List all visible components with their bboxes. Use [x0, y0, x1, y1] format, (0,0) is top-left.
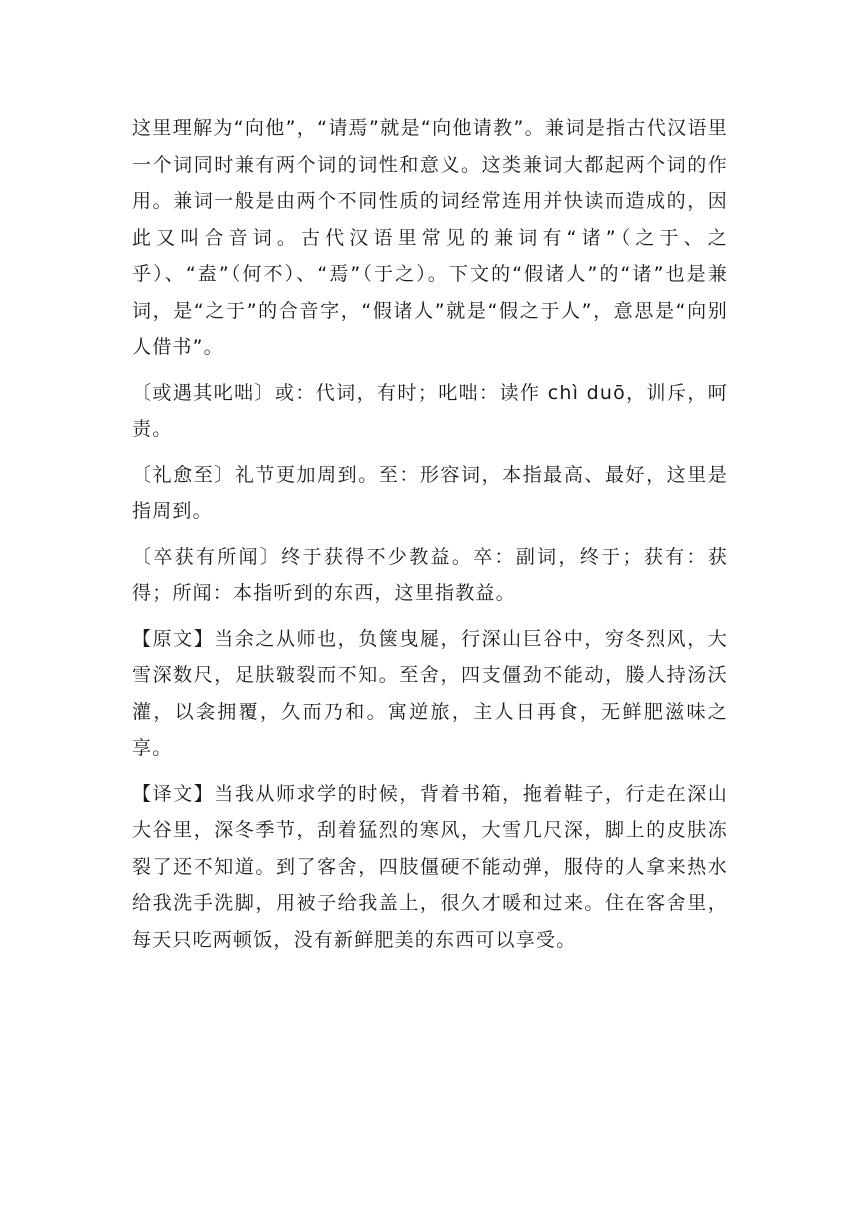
paragraph-note-liyuzhi: 〔礼愈至〕礼节更加周到。至：形容词，本指最高、最好，这里是指周到。 [132, 463, 728, 522]
paragraph-translation: 【译文】当我从师求学的时候，背着书箱，拖着鞋子，行走在深山大谷里，深冬季节，刮着猛烈的寒风，大雪几尺深，脚上的皮肤冻裂了还不知道。到了客舍，四肢僵硬不能动弹，服侍的人拿来热水给我洗手洗脚，用被子给我盖上，很久才暖和过来。住在客舍里，每天只吃两顿饭，没有新鲜肥美的东西可以享受。 [132, 782, 728, 951]
paragraph-note-chiduo: 〔或遇其叱咄〕或：代词，有时；叱咄：读作 chì duō，训斥，呵责。 [132, 381, 728, 440]
paragraph-original-text: 【原文】当余之从师也，负箧曳屣，行深山巨谷中，穷冬烈风，大雪深数尺，足肤皲裂而不知。至舍，四支僵劲不能动，媵人持汤沃灌，以衾拥覆，久而乃和。寓逆旅，主人日再食，无鲜肥滋味之享。 [132, 627, 728, 759]
paragraph-jianci-explanation: 这里理解为“向他”，“请焉”就是“向他请教”。兼词是指古代汉语里一个词同时兼有两个词的词性和意义。这类兼词大都起两个词的作用。兼词一般是由两个不同性质的词经常连用并快读而造成的，因此又叫合音词。古代汉语里常见的兼词有“诸”（之于、之乎）、“盍”（何不）、“焉”（于之）。下文的“假诸人”的“诸”也是兼词，是“之于”的合音字，“假诸人”就是“假之于人”，意思是“向别人借书”。 [132, 117, 728, 358]
document-body [132, 110, 728, 958]
paragraph-note-zuhuo: 〔卒获有所闻〕终于获得不少教益。卒：副词，终于；获有：获得；所闻：本指听到的东西，这里指教益。 [132, 545, 728, 604]
